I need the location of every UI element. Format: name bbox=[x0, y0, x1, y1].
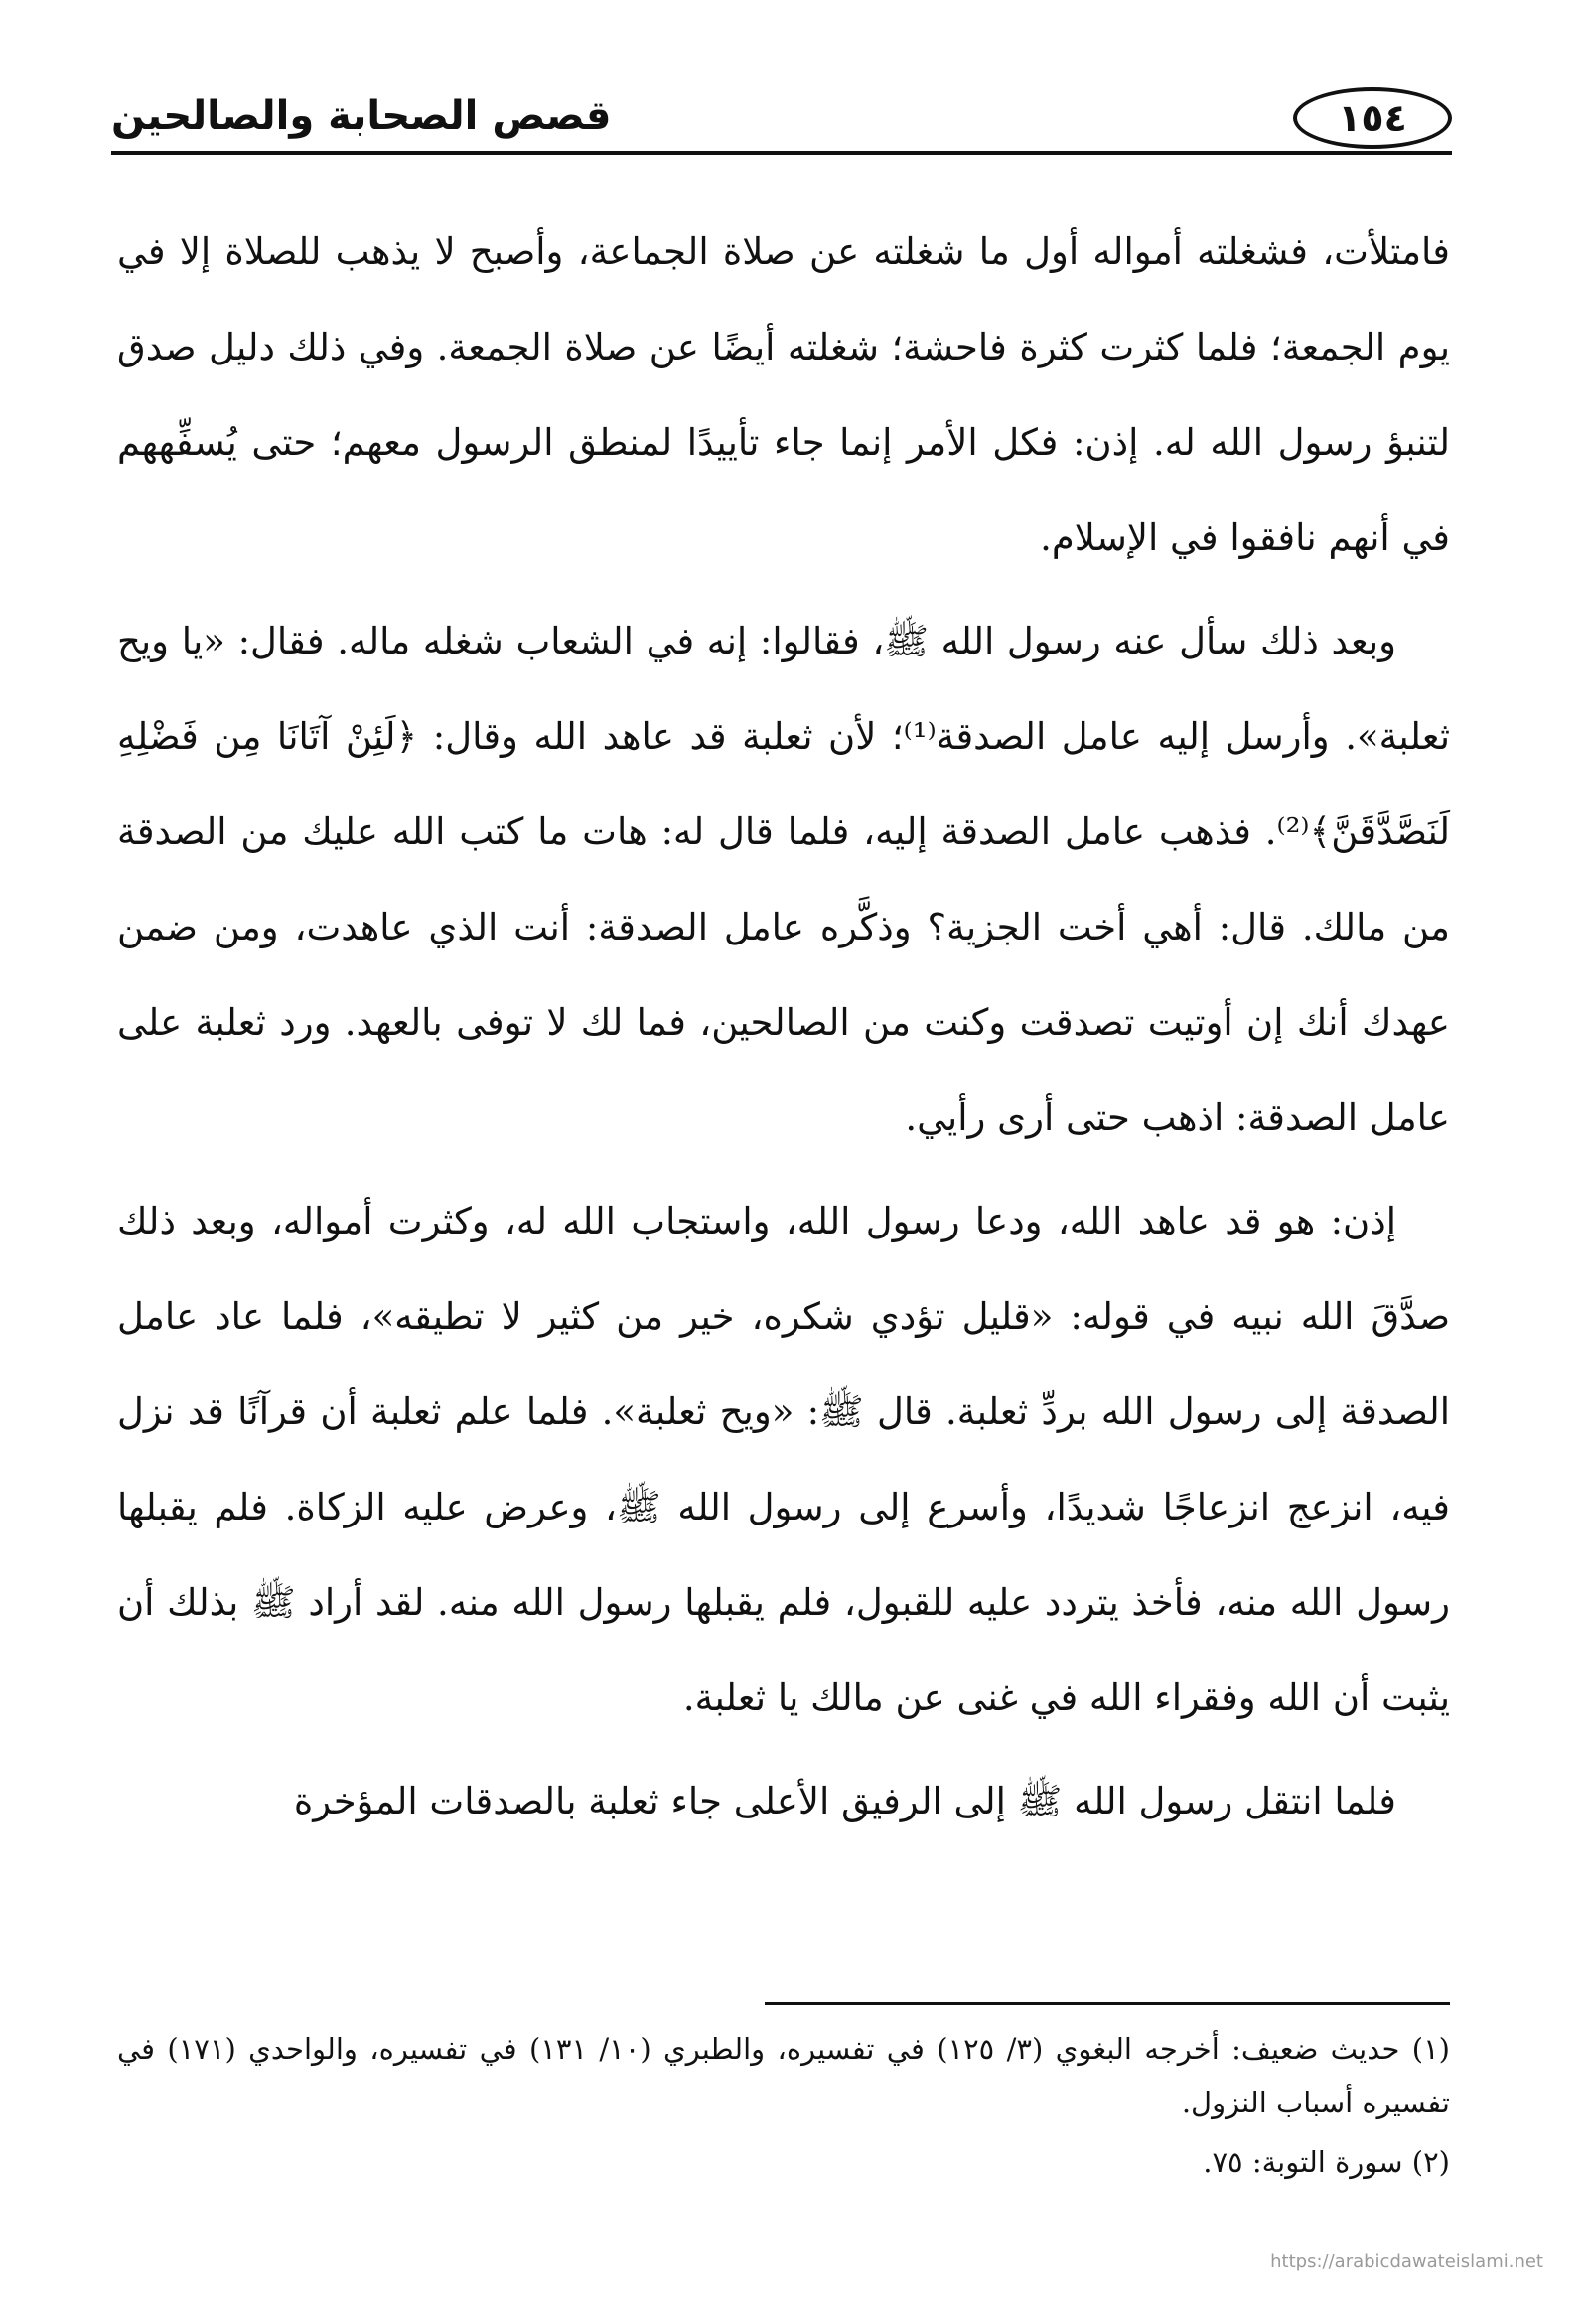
paragraph-1: فامتلأت، فشغلته أمواله أول ما شغلته عن صلاة الجماعة، وأصبح لا يذهب للصلاة إلا في يوم الجمعة؛ فلما كثرت كثرة فاحشة؛ شغلته أيضًا عن صلاة الجمعة. وفي ذلك دليل صدق لتنبؤ رسول الله له. إذن: فكل الأمر إنما جاء تأييدًا لمنطق الرسول معهم؛ حتى يُسفِّههم في أنهم نافقوا في الإسلام. bbox=[117, 230, 1450, 559]
footnote-2: (٢) سورة التوبة: ٧٥. bbox=[1203, 2145, 1450, 2179]
source-watermark: https://arabicdawateislami.net bbox=[1270, 2251, 1543, 2272]
paragraph-4: فلما انتقل رسول الله ﷺ إلى الرفيق الأعلى جاء ثعلبة بالصدقات المؤخرة bbox=[293, 1780, 1396, 1822]
paragraph-2: وبعد ذلك سأل عنه رسول الله ﷺ، فقالوا: إنه في الشعاب شغله ماله. فقال: «يا ويح ثعلبة». وأرسل إليه عامل الصدقة⁽¹⁾؛ لأن ثعلبة قد عاهد الله وقال: ﴿لَئِنْ آتَانَا مِن فَضْلِهِ لَنَصَّدَّقَنَّ﴾⁽²⁾. فذهب عامل الصدقة إليه، فلما قال له: هات ما كتب الله عليك من الصدقة من مالك. قال: أهي أخت الجزية؟ وذكَّره عامل الصدقة: أنت الذي عاهدت، ومن ضمن عهدك أنك إن أوتيت تصدقت وكنت من الصالحين، فما لك لا توفى بالعهد. ورد ثعلبة على عامل الصدقة: اذهب حتى أرى رأيي. bbox=[117, 620, 1450, 1139]
page-number: ١٥٤ bbox=[1293, 87, 1452, 149]
footnote-1: (١) حديث ضعيف: أخرجه البغوي (٣/ ١٢٥) في تفسيره، والطبري (١٠/ ١٣١) في تفسيره، والواحدي (١٧١) في تفسيره أسباب النزول. bbox=[117, 2032, 1450, 2119]
book-title: قصص الصحابة والصالحين bbox=[111, 93, 612, 139]
main-text bbox=[117, 205, 1450, 1849]
paragraph-3: إذن: هو قد عاهد الله، ودعا رسول الله، واستجاب الله له، وكثرت أمواله، وبعد ذلك صدَّقَ الله نبيه في قوله: «قليل تؤدي شكره، خير من كثير لا تطيقه»، فلما عاد عامل الصدقة إلى رسول الله بردِّ ثعلبة. قال ﷺ: «ويح ثعلبة». فلما علم ثعلبة أن قرآنًا قد نزل فيه، انزعج انزعاجًا شديدًا، وأسرع إلى رسول الله ﷺ، وعرض عليه الزكاة. فلم يقبلها رسول الله منه، فأخذ يتردد عليه للقبول، فلم يقبلها رسول الله منه. لقد أراد ﷺ بذلك أن يثبت أن الله وفقراء الله في غنى عن مالك يا ثعلبة. bbox=[117, 1200, 1450, 1719]
header-divider bbox=[111, 151, 1452, 155]
page-header bbox=[111, 87, 1452, 167]
footnotes bbox=[117, 2022, 1450, 2189]
footnote-divider bbox=[765, 2002, 1450, 2005]
